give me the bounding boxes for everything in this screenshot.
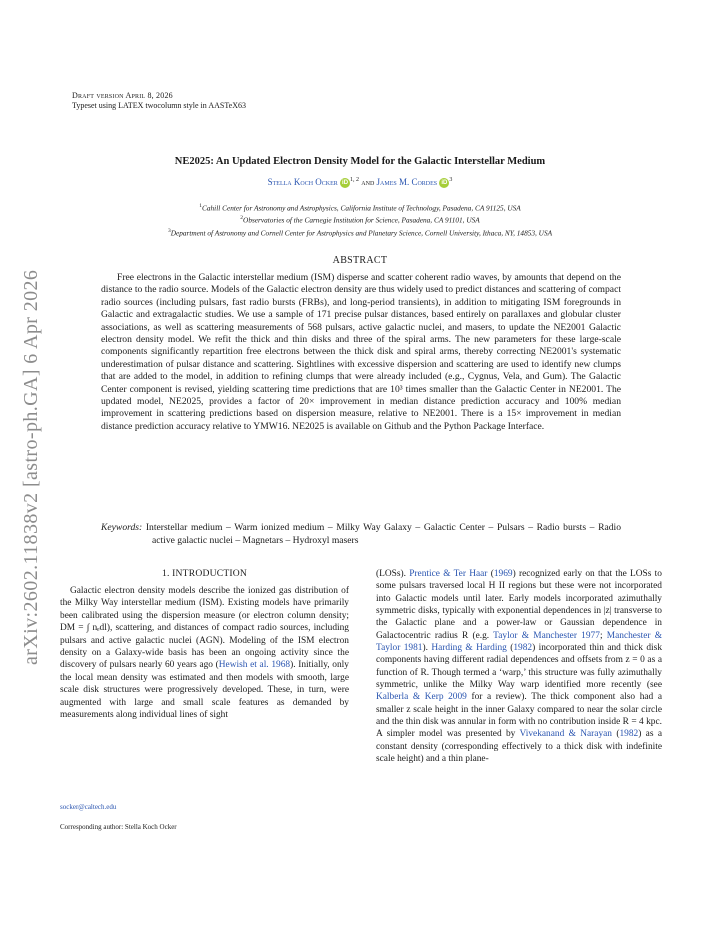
paper-title: NE2025: An Updated Electron Density Model for the Galactic Interstellar Medium bbox=[174, 156, 546, 167]
orcid-icon[interactable]: iD bbox=[441, 180, 448, 186]
intro-paragraph-1: Galactic electron density models describe the ionized gas distribution of the Milky Way interstellar medium (ISM). Existing models have primarily been calibrated using the dispersion measure (or electron column density; DM = ∫ nₑdl), scattering, and distances of compact radio sources, including pulsars and active galactic nuclei (AGN). Modeling of the ISM electron density on a Galaxy-wide basis has been an ongoing activity since the discovery of pulsars nearly 60 years ago (Hewish et al. 1968). Initially, only the local mean density was estimated and then models with smooth, large scale disk structures were progressively developed. These, in turn, were augmented with large and small scale features as demanded by measurements along individual lines of sight bbox=[60, 586, 349, 721]
affiliation-1: $^1$Cahill Center for Astronomy and Astrophysics, California Institute of Technology, Pasadena, CA 91125, USA bbox=[199, 203, 521, 213]
citation-link[interactable]: Harding & Harding bbox=[431, 643, 507, 654]
citation-year-link[interactable]: 1982 bbox=[513, 643, 533, 654]
citation-year-link[interactable]: 1969 bbox=[493, 569, 513, 579]
citation-link[interactable]: Manchester & Taylor 1981 bbox=[376, 630, 663, 654]
citation-link[interactable]: Taylor & Manchester 1977 bbox=[493, 630, 600, 641]
orcid-icon[interactable]: iD bbox=[342, 180, 349, 186]
citation-link[interactable]: Hewish et al. 1968 bbox=[218, 660, 291, 671]
author-list bbox=[0, 177, 720, 188]
keywords-list: Interstellar medium – Warm ionized medium – Milky Way Galaxy – Galactic Center – Pulsars – Radio bursts – Radio active galactic nuclei – Magnetars – Hydroxyl masers bbox=[145, 522, 621, 546]
citation-link[interactable]: Vivekanand & Narayan bbox=[519, 729, 612, 740]
section-heading-introduction: 1. INTRODUCTION bbox=[161, 568, 248, 579]
citation-link[interactable]: Prentice & Ter Haar bbox=[409, 569, 488, 579]
intro-paragraph-2: (LOSs). Prentice & Ter Haar (1969) recognized early on that the LOSs to some pulsars traversed local H II regions but these were not incorporated into Galactic models until later. Early models incorporated azimuthally symmetric disks, typically with exponential dependences in |z| transverse to the Galactic plane and a power-law or Gaussian dependence in Galactocentric radius R (e.g. Taylor & Manchester 1977; Manchester & Taylor 1981). Harding & Harding (1982) incorporated thin and thick disk components having different radial dependences and offsets from z = 0 as a function of R. Though termed a ‘warp,’ this structure was fully azimuthally symmetric, unlike the Milky Way warp identified more recently (see Kalberla & Kerp 2009 for a review). The thick component also had a smaller z scale height in the inner Galaxy compared to near the solar circle and the thin disk was annular in form with no contribution inside R = 4 kpc. A simpler model was presented by Vivekanand & Narayan (1982) as a constant density (corresponding effectively to a thick disk with indefinite scale height) and a thin plane- bbox=[376, 569, 663, 765]
citation-year-link[interactable]: 1982 bbox=[619, 729, 639, 740]
affiliation-2: $^2$Observatories of the Carnegie Institution for Science, Pasadena, CA 91101, USA bbox=[240, 215, 480, 225]
abstract-text: Free electrons in the Galactic interstellar medium (ISM) disperse and scatter coherent radio waves, by amounts that depend on the distance to the radio source. Models of the Galactic electron density are thus widely used to predict distances and scattering of compact radio sources (including pulsars, fast radio bursts (FRBs), and long-period transients), in addition to mitigating ISM foregrounds in Galactic and extragalactic studies. We use a sample of 171 precise pulsar distances, based entirely on parallaxes and globular cluster associations, as well as scattering measurements of 568 pulsars, active galactic nuclei, and masers, to update the NE2001 Galactic electron density model. We refit the thick and thin disks and three of the spiral arms. The new parameters for these large-scale components significantly repartition free electrons between the thick disk and spiral arms, thereby correcting NE2001's systematic underestimation of pulsar distance and scattering. Sightlines with excessive dispersion and scattering are used to identify new clumps that are added to the model, in addition to refining clumps that were already included (e.g., Cygnus, Vela, and Gum). The Galactic Center component is revised, yielding scattering time predictions that are 10³ times smaller than the Galactic Center in NE2001. The updated model, NE2025, provides a factor of 20× improvement in median distance prediction accuracy and 100% median improvement in scattering predictions based on dispersion measure, relative to NE2001. There is a 15× improvement in median distance prediction accuracy relative to YMW16. NE2025 is available on Github and the Python Package Interface. bbox=[101, 272, 621, 432]
typeset-line: Typeset using LATEX twocolumn style in AASTeX63 bbox=[72, 101, 246, 110]
draft-version-line: Draft version April 8, 2026 bbox=[72, 91, 173, 100]
author-name-2[interactable]: James M. Cordes bbox=[376, 177, 438, 187]
arxiv-identifier-stamp[interactable]: arXiv:2602.11838v2 [astro-ph.GA] 6 Apr 2026 bbox=[20, 269, 42, 665]
citation-link[interactable]: Kalberla & Kerp 2009 bbox=[376, 692, 467, 703]
keywords-label: Keywords: bbox=[101, 522, 143, 533]
keywords-block bbox=[101, 522, 621, 547]
author-1-affiliation-marks: 1, 2 bbox=[350, 177, 360, 183]
affiliation-3: $^3$Department of Astronomy and Cornell Center for Astrophysics and Planetary Science, Cornell University, Ithaca, NY, 14853, USA bbox=[167, 228, 553, 238]
email-link[interactable]: socker@caltech.edu bbox=[60, 803, 117, 811]
author-2-affiliation-marks: 3 bbox=[449, 177, 453, 183]
abstract-heading: ABSTRACT bbox=[332, 255, 388, 266]
author-conjunction: and bbox=[361, 177, 375, 187]
author-name-1[interactable]: Stella Koch Ocker bbox=[267, 177, 338, 187]
corresponding-author-note: Corresponding author: Stella Koch Ocker bbox=[60, 823, 177, 831]
